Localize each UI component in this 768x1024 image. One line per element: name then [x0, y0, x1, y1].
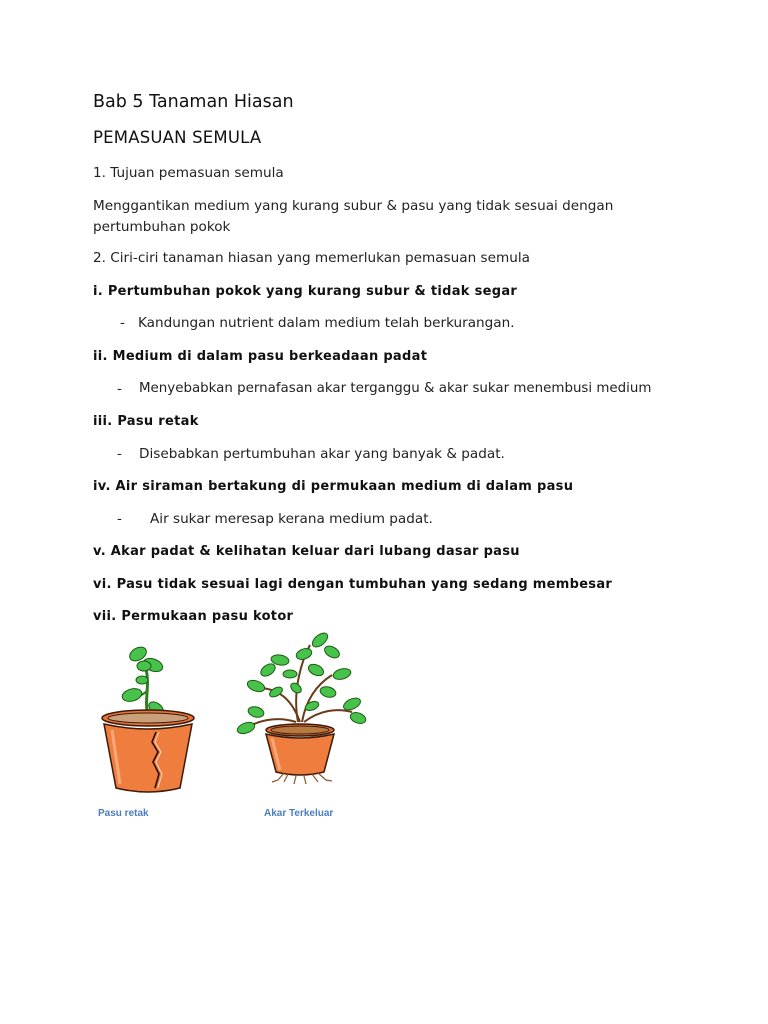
item-dash-2: -: [117, 381, 122, 397]
roots-out-caption: Akar Terkeluar: [264, 808, 334, 819]
page-title: Bab 5 Tanaman Hiasan: [93, 92, 294, 112]
section-heading: PEMASUAN SEMULA: [93, 128, 262, 147]
item-detail-1: Kandungan nutrient dalam medium telah berkurangan.: [138, 315, 515, 331]
cracked-pot-caption: Pasu retak: [98, 808, 149, 819]
answer-1-line-2: pertumbuhan pokok: [93, 219, 231, 235]
item-detail-4: Air sukar meresap kerana medium padat.: [150, 511, 433, 527]
item-heading-3: iii. Pasu retak: [93, 414, 199, 429]
question-1: 1. Tujuan pemasuan semula: [93, 165, 284, 181]
question-2: 2. Ciri-ciri tanaman hiasan yang memerlukan pemasuan semula: [93, 250, 530, 266]
answer-1-line-1: Menggantikan medium yang kurang subur & pasu yang tidak sesuai dengan: [93, 198, 614, 214]
item-dash-4: -: [117, 511, 122, 527]
item-detail-2: Menyebabkan pernafasan akar terganggu & akar sukar menembusi medium: [139, 381, 652, 396]
roots-out-illustration: [232, 630, 372, 785]
item-detail-3: Disebabkan pertumbuhan akar yang banyak & padat.: [139, 446, 505, 462]
item-heading-5: v. Akar padat & kelihatan keluar dari lubang dasar pasu: [93, 544, 520, 559]
item-heading-7: vii. Permukaan pasu kotor: [93, 609, 294, 624]
cracked-pot-illustration: [98, 638, 198, 796]
item-dash-3: -: [117, 446, 122, 462]
item-dash-1: -: [120, 315, 125, 331]
item-heading-2: ii. Medium di dalam pasu berkeadaan padat: [93, 349, 428, 364]
item-heading-6: vi. Pasu tidak sesuai lagi dengan tumbuhan yang sedang membesar: [93, 577, 613, 592]
item-heading-4: iv. Air siraman bertakung di permukaan medium di dalam pasu: [93, 479, 574, 494]
item-heading-1: i. Pertumbuhan pokok yang kurang subur & tidak segar: [93, 284, 518, 299]
